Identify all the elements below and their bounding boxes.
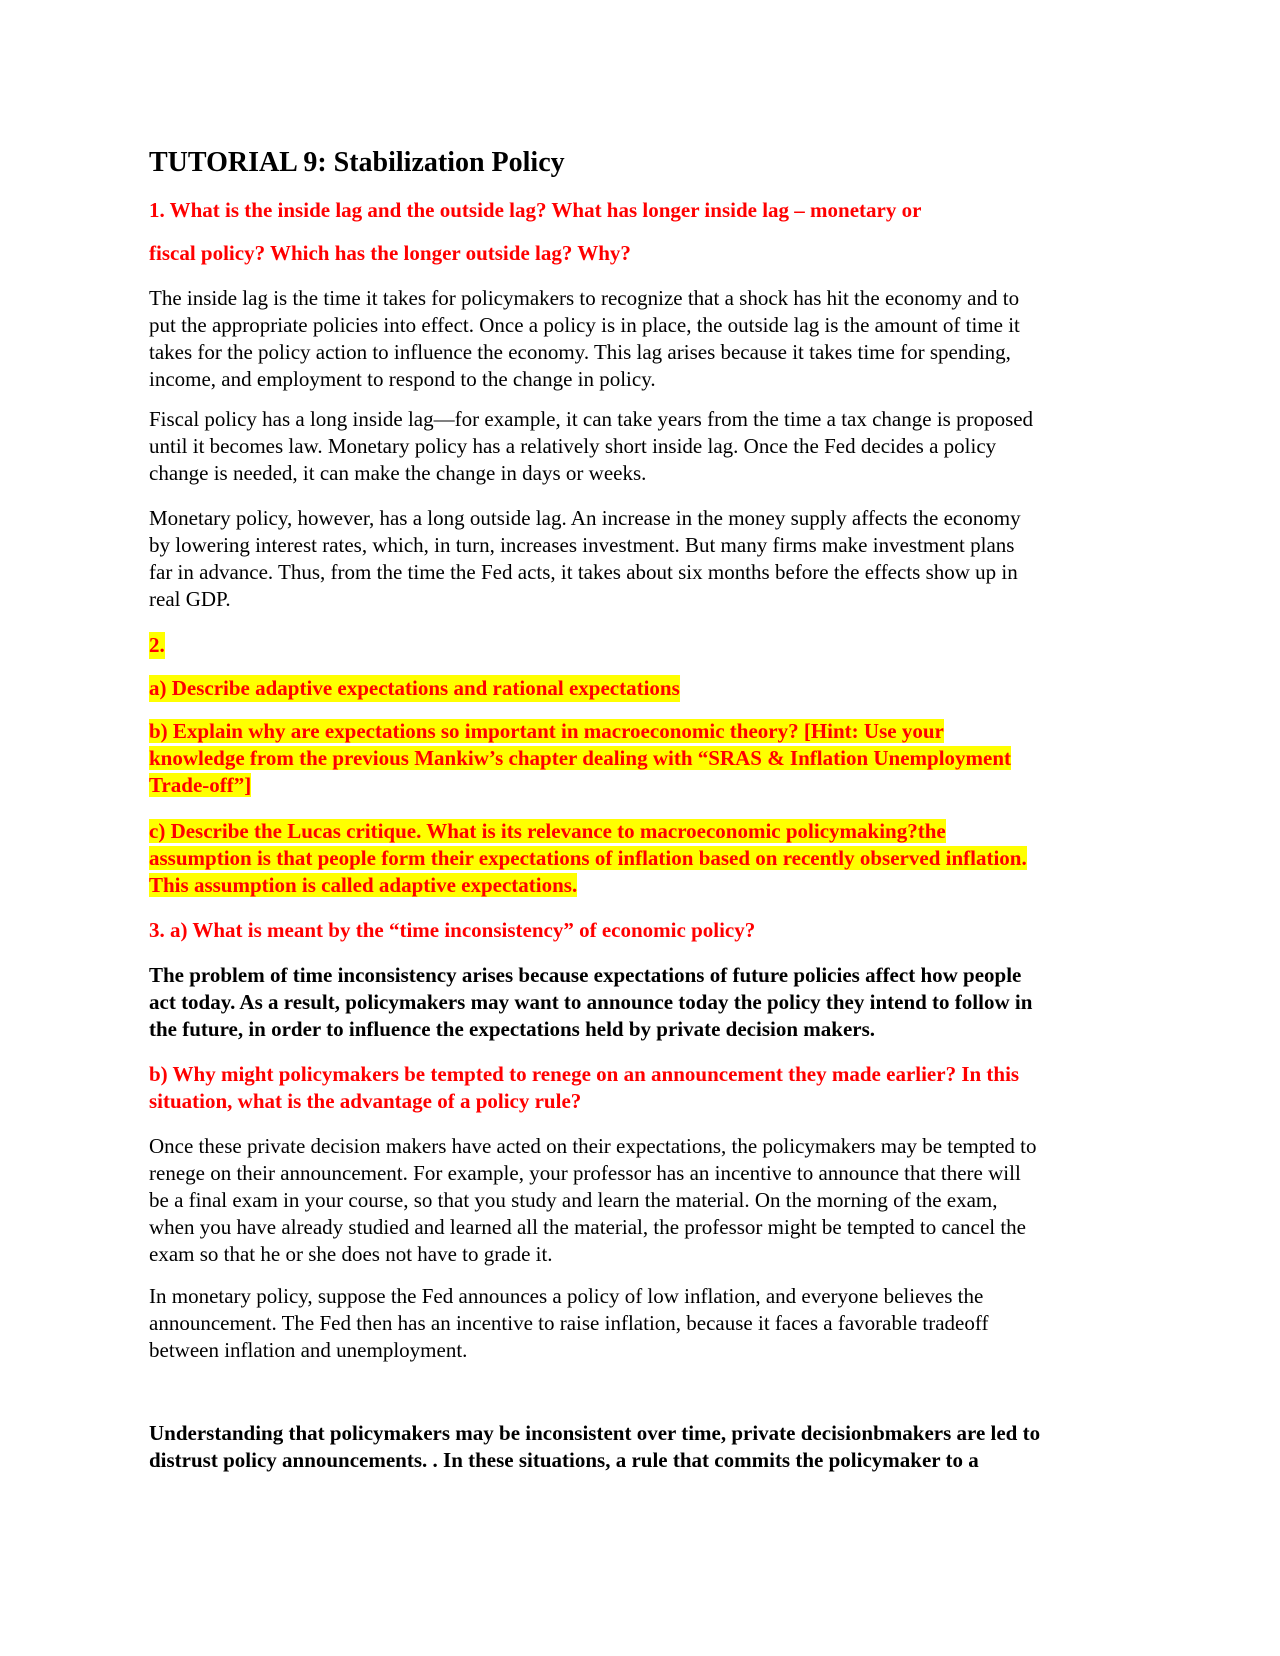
highlight: a) Describe adaptive expectations and rational expectations xyxy=(149,676,680,700)
text-line: when you have already studied and learned all the material, the professor might be tempted to cancel the xyxy=(149,1215,1027,1239)
answer-3b-paragraph-1 xyxy=(149,1133,1037,1268)
question-3a: 3. a) What is meant by the “time inconsistency” of economic policy? xyxy=(149,918,756,942)
text-line: The inside lag is the time it takes for policymakers to recognize that a shock has hit the economy and to xyxy=(149,286,1020,310)
text-line: situation, what is the advantage of a policy rule? xyxy=(149,1089,582,1113)
text-line: The problem of time inconsistency arises because expectations of future policies affect how people xyxy=(149,963,1022,987)
question-2b xyxy=(149,718,1011,799)
text-line: be a final exam in your course, so that you study and learn the material. On the morning of the exam, xyxy=(149,1188,998,1212)
highlight: 2. xyxy=(149,633,165,657)
question-1-line-2: fiscal policy? Which has the longer outside lag? Why? xyxy=(149,241,631,265)
text-line: In monetary policy, suppose the Fed announces a policy of low inflation, and everyone believes the xyxy=(149,1284,984,1308)
text-line: Monetary policy, however, has a long outside lag. An increase in the money supply affects the economy xyxy=(149,506,1021,530)
text-line: Once these private decision makers have acted on their expectations, the policymakers may be tempted to xyxy=(149,1134,1037,1158)
answer-3b-paragraph-2 xyxy=(149,1283,988,1364)
text-line: put the appropriate policies into effect. Once a policy is in place, the outside lag is the amount of time it xyxy=(149,313,1020,337)
highlight: assumption is that people form their expectations of inflation based on recently observed inflation. xyxy=(149,846,1027,870)
text-line: Fiscal policy has a long inside lag—for example, it can take years from the time a tax change is proposed xyxy=(149,407,1034,431)
highlight: Trade-off”] xyxy=(149,773,252,797)
question-3b xyxy=(149,1061,1019,1115)
text-line: act today. As a result, policymakers may want to announce today the policy they intend to follow in xyxy=(149,990,1033,1014)
answer-3a xyxy=(149,962,1032,1043)
question-1-line-1: 1. What is the inside lag and the outside lag? What has longer inside lag – monetary or xyxy=(149,198,922,222)
text-line: far in advance. Thus, from the time the Fed acts, it takes about six months before the effects show up in xyxy=(149,560,1018,584)
highlight: c) Describe the Lucas critique. What is its relevance to macroeconomic policymaking?the xyxy=(149,819,946,843)
text-line: announcement. The Fed then has an incentive to raise inflation, because it faces a favorable tradeoff xyxy=(149,1311,989,1335)
page-title xyxy=(149,146,565,180)
highlight: This assumption is called adaptive expectations. xyxy=(149,873,578,897)
title-rest: Stabilization Policy xyxy=(333,147,565,178)
question-2c xyxy=(149,818,1027,899)
text-line: income, and employment to respond to the change in policy. xyxy=(149,367,656,391)
text-line: takes for the policy action to influence the economy. This lag arises because it takes time for spending, xyxy=(149,340,1011,364)
highlight: knowledge from the previous Mankiw’s chapter dealing with “SRAS & Inflation Unemployment xyxy=(149,746,1012,770)
question-2a xyxy=(149,675,680,702)
text-line: renege on their announcement. For example, your professor has an incentive to announce that there will xyxy=(149,1161,1021,1185)
text-line: between inflation and unemployment. xyxy=(149,1338,468,1362)
text-line: distrust policy announcements. . In these situations, a rule that commits the policymaker to a xyxy=(149,1448,979,1472)
text-line: the future, in order to influence the expectations held by private decision makers. xyxy=(149,1017,876,1041)
text-line: until it becomes law. Monetary policy has a relatively short inside lag. Once the Fed decides a policy xyxy=(149,434,997,458)
text-line: b) Why might policymakers be tempted to renege on an announcement they made earlier? In this xyxy=(149,1062,1020,1086)
answer-3b-paragraph-3 xyxy=(149,1420,1040,1474)
answer-1-paragraph-1 xyxy=(149,285,1020,393)
text-line: change is needed, it can make the change in days or weeks. xyxy=(149,461,647,485)
answer-1-paragraph-3 xyxy=(149,505,1021,613)
question-2-number xyxy=(149,632,165,659)
answer-1-paragraph-2 xyxy=(149,406,1033,487)
text-line: real GDP. xyxy=(149,587,231,611)
text-line: exam so that he or she does not have to grade it. xyxy=(149,1242,553,1266)
highlight: b) Explain why are expectations so important in macroeconomic theory? [Hint: Use your xyxy=(149,719,944,743)
title-lead: TUTORIAL 9: xyxy=(149,147,334,178)
text-line: Understanding that policymakers may be inconsistent over time, private decisionbmakers are led to xyxy=(149,1421,1041,1445)
text-line: by lowering interest rates, which, in turn, increases investment. But many firms make investment plans xyxy=(149,533,1015,557)
